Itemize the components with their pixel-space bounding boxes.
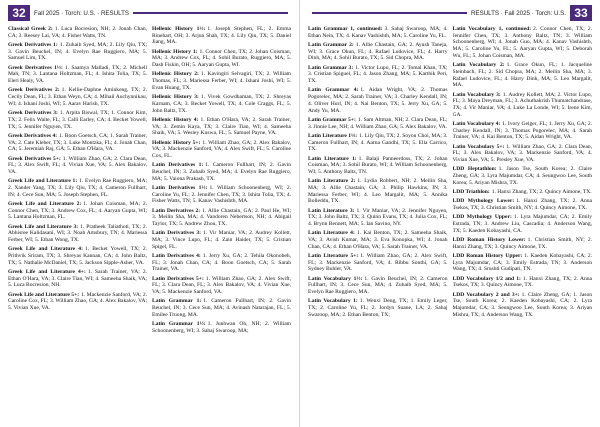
event-name: Hellenic History 2: [152, 71, 199, 78]
result-entry [453, 121, 593, 141]
right-page [300, 0, 600, 427]
event-name: LDD Mythology Lower: [452, 198, 515, 205]
event-name: Latin Vocabulary 1½: [308, 275, 363, 282]
result-entry [453, 253, 593, 273]
result-entry [453, 144, 593, 164]
result-entry [8, 269, 147, 289]
event-results: 1. Cameron Fullhart, IN; 2. Gavin Beuchel, IN; 3. Cece Sun, MA; 4. Avinash Natarajan, FL; 5. Emilee Truong, MA. [152, 298, 291, 318]
event-results: 1. Audrey Kollett, MA; 2. Victor Lupo, FL; 3. Maya Dreyman, FL; 3. Achuthakrish Thumatchandrase, TX; 4. Vir Maniar, VA; 4. Luke La Londe, WI; 5. Irene Kim, GA. [452, 91, 592, 118]
result-entry [8, 201, 147, 221]
event-name: Hellenic History 3: [152, 94, 199, 101]
event-name: Latin Derivatives 1: [152, 162, 204, 169]
event-name: Latin Grammar 2: [308, 42, 354, 48]
event-results: 1. Mackenzie Sanford, VA; 2. Caroline Cox, FL; 3. William Zhao, GA; 4. Alex Bakalov, VA; 5. Vivian Xue, VA. [8, 291, 147, 312]
event-results: 1. William Zhao, GA; 2. Clara Dean, FL; 3. Alex Swift, FL; 4. Vivian Xue, VA; 5. Alex Bakalov, VA. [8, 155, 147, 175]
event-results: 1. Ivory Geiger, FL; 1. Jerry Xu, GA; 2. Charley Kendall, IN; 3. Thomas Pogorelec, MA; 4. Sarah Trainer, VA; 4. Kai Benton, TX; 5. Aidan Wright, VA. [452, 120, 592, 141]
event-results: 1. Junhwan Oh, NH; 2. William Schoonenberg, WI; 3. Sahaj Swaroop, MA; [152, 321, 291, 334]
event-results: 1. Cameron Fullhart, IN; 2. Gavin Beuchel, IN; 3. Zuhaib Syed, MA; 4. Evelyn Rae Ruggiero, MA; 5. Vaiona Prakash, TX. [152, 162, 291, 182]
event-name: Greek Derivatives 5+: [8, 155, 61, 162]
result-entry [8, 87, 147, 107]
event-results: 1. Kai Benton, TX; 2. Sameeha Shaik, VA; 3. Avish Kumar, MA; 3. Eva Konopka, WI; 4. Jonah Chan, CA; 4. Ethan O'Hara, VA; 5. Sarah Trainer, VA. [308, 230, 448, 250]
event-results: 1. Allie Chastain, GA; 2. Paul He, WI; 3. Meilin Sha, MA; 4. Vandoren Nebertson, NH; 4. Abigail Taylor, TX; 5. Andrew Zhou, TX. [152, 207, 291, 228]
event-results: 1. Evelyn Rae Ruggiero, MA; 2. Xander Yang, TX; 3. Lily Qiu, TX; 4. Cameron Fullhart, IN; 4. Cece Sun, MA; 5. Joseph Stephen, FL. [8, 178, 147, 198]
event-results: 1. Sam Altman, NH; 2. Clara Dean, FL; 3. Jinnie Lee, NH; 4. William Zhao, GA; 5. Alex Bakalov, VA. [308, 116, 448, 130]
event-name: Greek Life and Literature 3: [8, 223, 79, 230]
event-results: 1. Kellie-Daphne Aminkeng, TX; 2. Cecily Dean, FL; 3. Ethan Weyn, CA; 4. Mihail Auchynnikau, WI; 4. Ishani Joshi, WI; 5. Aarav Harish, TX. [8, 87, 147, 107]
result-entry [152, 71, 291, 91]
event-name: Latin Vocabulary 1, continued: [452, 26, 532, 32]
event-name: Greek Life and Literature 5+: [8, 291, 80, 298]
event-name: LDD Mythology Upper: [452, 214, 512, 221]
result-entry [308, 133, 448, 153]
event-name: Latin Derivatives 5+: [152, 275, 204, 282]
result-entry [453, 198, 593, 211]
result-entry [152, 298, 291, 318]
event-results: 1. Saamya Malladi, TX; 2. Michell Mah, TN; 3. Lantana Holtzman, FL; 4. Ishita Tolia, TX; 5. Eleri Healy, VA. [8, 64, 147, 85]
event-name: Greek Life and Literature 4: [8, 246, 83, 253]
event-results: 1. William Zhao, GA; 2. Alex Bakalov, VA; 3. Mackenzie Sanford, VA; 4. Alex Swift, FL; 5. Caroline Cox, FL. [152, 139, 291, 159]
event-results: 1. Gavin Beuchel, IN; 2. Cameron Fullhart, IN; 3. Cece Sun, MA; 4. Zuhaib Syed, MA; 5. Evelyn Rae Ruggiero, MA. [308, 275, 448, 296]
event-name: Latin Literature 1: [308, 155, 357, 162]
event-results: 1. Wenxi Deng, TX; 1. Emily Leger, TX; 2. Caroline Yu, FL; 2. Jordyn Suane, LA; 2. Sahaj Swaroop, MA; 2. Ethan Benton, TX; [308, 298, 448, 318]
event-results: 1. Balaji Panneerdoss, TX; 2. Johan Coisman, MA; 3. Sohil Burato, WI; 4. William Schoonenberg, WI; 5. Anthony Baltz, TN. [308, 155, 448, 175]
event-name: Greek Derivatives 1½: [8, 64, 63, 71]
event-results: 1. Victor Lupo, FL; 2. Tomal Khan, TX; 3. Cristian Spiguel, FL; 4. Jason Zhang, MA; 5. Karthik Peri, TX. [308, 64, 448, 85]
event-name: Greek Derivatives 2: [8, 87, 60, 94]
event-name: LDD Triathlon: [452, 189, 490, 196]
result-entry [152, 321, 291, 334]
event-name: Latin Grammar 1, continued: [308, 26, 383, 32]
event-name: Latin Grammar 5+: [308, 116, 356, 123]
event-name: Latin Grammar 3: [308, 64, 354, 71]
event-name: Hellenic History 1½: [152, 26, 206, 32]
result-entry [152, 253, 291, 273]
event-results: 1. Vir Maniar, VA; 2. Audrey Kollett, MA; 3. Vince Lupo, FL; 4. Zain Haider, TX; 5. Cristian Spigel, FL. [152, 230, 291, 250]
result-entry [8, 110, 147, 130]
event-results: 1. Jerry Xu, GA; 2. Tehila Okonobeh, FL; 3. Jonah Chan, CA; 4. Boon Goetsch, CA; 5. Sarah Trainer, VA. [152, 253, 291, 273]
result-entry [8, 178, 147, 198]
event-name: Hellenic History 5+: [152, 139, 201, 146]
event-results: 1. Lyra Majumdar, CA; 2. Emily Estrada, TN; 3. Andrew Liu, Cascadia; 4. Anderson Wang, TX; 5. Kaeden Kobayashi, CA. [452, 214, 592, 234]
result-entry [8, 65, 147, 85]
event-name: Latin Vocabulary 1: [308, 298, 358, 305]
result-entry [152, 208, 291, 228]
result-entry [308, 230, 448, 250]
text-column [152, 26, 291, 423]
result-entry [453, 214, 593, 234]
event-name: Latin Grammar 1½: [152, 321, 206, 328]
event-name: Latin Literature 2: [308, 178, 356, 185]
event-name: Classical Greek 2: [8, 26, 53, 32]
running-header: Fall 2025 · Torch: U.S. · RESULTS [34, 9, 130, 17]
event-name: Latin Literature 1½: [308, 132, 358, 139]
result-entry [152, 117, 291, 137]
event-name: Greek Derivatives 3: [8, 110, 58, 117]
page-number: 33 [570, 5, 592, 21]
result-entry [308, 117, 448, 130]
event-name: Latin Literature 5+: [308, 253, 359, 260]
result-entry [308, 42, 448, 62]
header-rule [133, 12, 288, 14]
event-results: 1. Hanxi Zhang, TX; 2. Anna Tsekos, TX; 3. Quincy Aimone, TX. [452, 275, 592, 289]
event-name: LDD Roman History Upper: [452, 253, 523, 260]
event-results: 1. Joseph Stephen, FL; 2. Emma Rinehart, OH; 3. Arjun Shah, TX; 4. Lily Qiu, TX; 5. Daniel Jiang, MA. [152, 26, 291, 46]
event-name: Latin Literature 3: [308, 207, 355, 214]
right-columns [308, 26, 592, 423]
event-results: 1. Lily Qiu, TX; 2. Soyou Choi, MA; 3. Cameron Fullhart, IN; 4. Aarna Gandhi, TX; 5. Ella Carrico, TX. [308, 132, 448, 153]
running-header: RESULTS · Fall 2025 · Torch: U.S. [470, 9, 566, 17]
event-name: Greek Derivatives 4: [8, 132, 58, 139]
event-results: 1. Aidan Wright, VA; 2. Thomas Pogorelec, MA; 2. Sarah Trainer, VA; 3. Charley Kendall, IN; 4. Oliver Hurl, IN; 4. Nai Benton, TX; 5. Jerry Xu, GA; 5. Andy Yu, MA. [308, 87, 448, 114]
result-entry [308, 276, 448, 296]
event-name: Latin Vocabulary 5+: [452, 143, 505, 150]
event-results: 1. Ethan O'Hara, VA; 2. Sarah Trainer, VA; 3. Zemin Kaya, TX; 3. Claire Tian, WI; 4. Sameeha Shaik, VA; 5. Wesley Kuswa, FL; 5. Samuel Payne, VA. [152, 116, 291, 137]
event-name: Latin Vocabulary 2: [452, 62, 505, 69]
event-results: 1. Kavingiri Selvagiri, TX; 2. William Thomas, FL; 3. Mariessa Ferber, WI; 4. Ishani Joshi, WI; 5. Evan Huang, TX. [152, 71, 291, 91]
event-name: Latin Grammar 4: [308, 87, 359, 94]
result-entry [308, 65, 448, 85]
result-entry [8, 26, 147, 39]
event-results: 1. Vir Maniar, VA; 2. Jennifer Nguyen, TX; 3. John Baltz, TX; 3. Quinn Evans, TX; 4. Julia Cox, FL; 4. Brynn Bennett, MA; 5. Ian Savino, NY. [308, 207, 448, 228]
event-name: Greek Life and Literature 1: [8, 178, 78, 185]
event-results: 1. Jason Tse, South Korea; 2. Claire Zheng, GA; 3. Lyra Majumdar, CA; 4. Seungwoo Lee, South Korea; 5. Ariyan Mishra, TX. [452, 166, 592, 186]
event-results: 1. Christian Smith, NY; 2. Hanxi Zhang, TX; 3. Quincy Aimone, TX. [452, 237, 592, 250]
event-results: 2. Connor Chen, TX; 2. Jennifer Chen, TX; 3. Anthony Baltz, TN; 3. William Schoonenberg, WI; 4. Jonah Guo, MA; 4. Kanav Vashishth, MA; 5. Caroline Yu, FL; 5. Aaryan Gupta, WI; 5. Deborah Wu, FL; 5. Johan Coisman, MA. [452, 26, 592, 59]
text-column [308, 26, 448, 423]
result-entry [308, 298, 448, 318]
result-entry [152, 185, 291, 205]
left-page-header [8, 5, 288, 21]
event-results: 1. Kaeden Kobayashi, CA; 2. Lyra Majumdar, CA; 3. Emily Estrada, TN; 3. Anderson Wang, TX; 4. Srushti Gudipati, TN. [452, 253, 592, 273]
event-results: 1. Lydia Robbert, NH; 2. Meilin Sha, MA; 3. Allie Chastain, GA; 3. Philip Hawkins, IN; 3. Mariessa Ferber, WI; 4. Leo Margalit, MA; 5. Annika Bolleddu, TX. [308, 178, 448, 205]
event-name: Hellenic History 1: [152, 48, 198, 55]
event-name: Hellenic History 4: [152, 116, 199, 123]
right-page-header [312, 5, 592, 21]
result-entry [152, 162, 291, 182]
event-results: 1. Vivek Gowdhaman, TX; 2. Shreyas Karnam, CA; 3. Becket Yowell, TX; 4. Cole Craggs, FL; 5. John Baltz, TX. [152, 94, 291, 114]
event-results: 1. Hanxi Zhang, TX; 2. Quincy Aimone, TX. [491, 189, 592, 196]
event-results: 1. Pratheek Taliathoti, TX; 2. Abhisree Kalidasani, WI; 3. Noah Amsbury, TN; 4. Mariessa Ferber, WI; 5. Ethan Wong, TX. [8, 223, 147, 244]
page-number: 32 [8, 5, 30, 21]
result-entry [8, 224, 147, 244]
event-results: 1. Claire Zheng, GA; 1. Jason Tse, South Korea; 2. Kaeden Kobayashi, CA; 2. Lyra Majumdar, CA; 3. Seungwoo Lee, South Korea; 3. Ariyan Mishra, TX; 4. Anderson Wang, TX. [452, 291, 592, 318]
event-name: LDD Vocabulary 2 and 3+: [452, 291, 520, 298]
result-entry [152, 140, 291, 160]
result-entry [8, 133, 147, 153]
result-entry [453, 166, 593, 186]
event-results: 1. William Zhao, GA; 2. Alex Swift, FL; 3. Clara Dean, FL; 3. Alex Bakalov, VA; 4. Vivian Xue, VA; 5. Mackenzie Sanford, VA. [152, 275, 291, 296]
event-results: 1. William Schoonenberg, WI; 2. Caroline Yu, FL; 2. Jennifer Chen, TX; 3. Ishita Tolia, TX; 4. Fisher Watts, TN; 5. Kanav Vashishth, MA. [152, 184, 291, 205]
result-entry [308, 26, 448, 39]
result-entry [8, 292, 147, 312]
result-entry [453, 26, 593, 60]
event-name: Latin Vocabulary 3: [452, 91, 501, 98]
event-results: 1. Zuhaib Syed, MA; 2. Lily Qiu, TX; 3. Gavin Beuchel, IN; 4. Evelyn Rae Ruggiero, MA; 5. Samuel Lim, TX. [8, 42, 147, 62]
result-entry [453, 189, 593, 196]
text-column [8, 26, 147, 423]
result-entry [453, 292, 593, 319]
event-name: Greek Life and Literature 2: [8, 200, 82, 207]
event-results: 3. Sahaj Swaroop, MA; 4. Ethan Nein, TX; 4. Kanav Vashishth, MA; 5. Caroline Yu, FL. [308, 26, 448, 39]
result-entry [308, 156, 448, 176]
event-name: Latin Vocabulary 4: [452, 120, 501, 127]
event-results: 1. Allie Chastain, GA; 2. Ayush Taneja, WI; 3. Grace Okun, FL; 4. Rafael Ludovice, FL; 4. Harry Dinh, MA; 4. Sohil Burato, TX; 5. Sid Chopra, MA. [308, 42, 448, 62]
result-entry [152, 49, 291, 69]
result-entry [308, 87, 448, 114]
result-entry [8, 156, 147, 176]
result-entry [152, 94, 291, 114]
result-entry [8, 42, 147, 62]
result-entry [308, 208, 448, 228]
event-results: 1. Sarah Trainer, VA; 2. Ethan O'Hara, VA; 3. Claire Tian, WI; 4. Sameeha Shaik, VA; 5. Luca Bocresion, NH. [8, 269, 147, 289]
event-results: 1. Arpita Biswal, TX; 1. Connor Kim, TX; 2. Felix Waite, FL; 3. Calli Earley, CA; 4. Becket Yowell, TX; 5. Jennifer Nguyen, TX. [8, 110, 147, 130]
event-results: 1. Connor Chen, TX; 2. Johan Coisman, MA; 3. Andrew Cox, FL; 4. Sohil Burato, Ruggiero, MA; 5. Dash Fiskin, OH; 5. Aaryan Gupta, WI. [152, 48, 291, 69]
event-results: 1. William Zhao, GA; 2. Clara Dean, FL; 3. Alex Bakalov, VA; 3. Mackenzie Sanford, VA; 4. Vivian Xue, VA; 5. Presley Xue, VA. [452, 143, 592, 164]
event-name: Greek Life and Literature 4+: [8, 269, 86, 276]
event-name: Latin Derivatives 4: [152, 253, 201, 260]
result-entry [152, 26, 291, 46]
event-name: Latin Derivatives 1½: [152, 184, 208, 191]
event-results: 1. Johan Coisman, MA; 2. Connor Chen, TX; 3. Andrew Cox, FL; 4. Aaryan Gupta, WI; 5. Lantana Holtzman, FL. [8, 200, 147, 221]
event-results: 1. Becket Yowell, TX; 2. Prithvik Sriram, TX; 3. Shreyas Kannan, CA; 4. John Baltz, TX; 5. Nathalie McDaniel, TX; 5. Jackson Sipple-Asher, VA. [8, 246, 147, 266]
result-entry [152, 276, 291, 296]
event-name: Latin Derivatives 2: [152, 207, 201, 214]
result-entry [308, 178, 448, 205]
event-name: Latin Grammar 1: [152, 298, 202, 305]
text-column [453, 26, 593, 423]
event-name: Greek Derivatives 1: [8, 42, 58, 48]
event-results: 1. Grace Okun, FL; 1. Jacqueline Steinbach, FL; 2. Sid Chopra, MA; 2. Meilin Sha, MA; 3. Rafael Ludovice, FL; 4. Harry Dinh, MA; 5. Leo Margalit, MA. [452, 62, 592, 89]
event-name: Latin Literature 4: [308, 230, 355, 237]
result-entry [453, 62, 593, 89]
left-columns [8, 26, 291, 423]
result-entry [8, 246, 147, 266]
event-name: Latin Derivatives 3: [152, 230, 201, 237]
result-entry [152, 230, 291, 250]
result-entry [308, 253, 448, 273]
result-entry [453, 276, 593, 289]
header-rule [312, 12, 467, 14]
result-entry [453, 92, 593, 119]
event-name: LDD Vocabulary 1/2 and 1: [452, 275, 521, 282]
event-results: 1. Luca Bocresion, NH; 2. Jonah Chan, CA; 3. Reesey Lai, VA; 4. Fisher Watts, TN. [8, 26, 147, 39]
event-results: 1. Hanxi Zhang, TX; 2. Anna Tsekos, TX; 3. Christian Smith, NY; 4. Quincy Aimone, TX. [452, 198, 592, 212]
event-name: LDD Roman History Lower: [452, 237, 526, 244]
event-results: 1. Boon Goetsch, CA; 1. Sarah Trainer, VA; 2. Cate Kleber, TX; 3. Luke Montzka, FL; 4. Jonah Chan, CA; 5. Jeremiah Raj, GA; 5. Ethan O'Hara, VA. [8, 132, 147, 153]
event-name: LDD Heptathlon: [452, 166, 497, 173]
result-entry [453, 237, 593, 250]
event-results: 1. William Zhao, GA; 2. Alex Swift, FL; 3. Mackenzie Sanford, VA; 4. Ribbu Sonthi, GA; 5. Sydney Buhler, VA. [308, 253, 448, 273]
